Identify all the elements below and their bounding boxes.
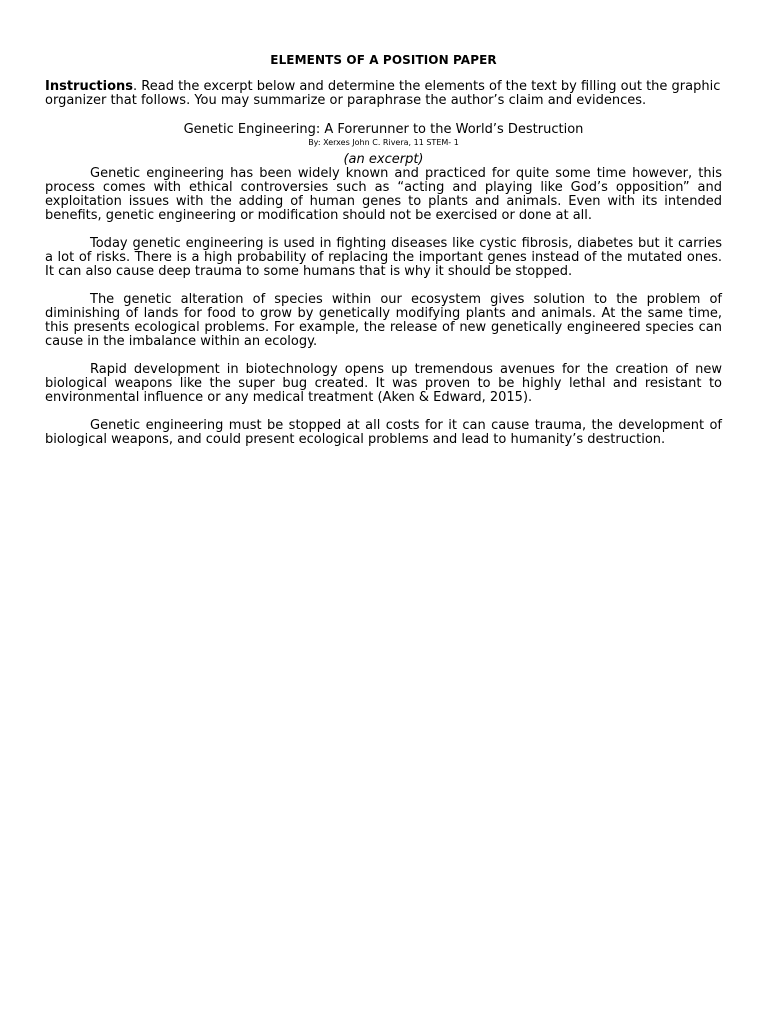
page-title: ELEMENTS OF A POSITION PAPER <box>270 53 497 67</box>
byline: By: Xerxes John C. Rivera, 11 STEM- 1 <box>308 138 459 147</box>
paragraph-2: Today genetic engineering is used in fighting diseases like cystic fibrosis, diabetes but it carries a lot of risks. There is a high probability of replacing the important genes instead of the mutated ones. It can also cause deep trauma to some humans that is why it should be stopped. <box>45 236 722 279</box>
paragraph-3: The genetic alteration of species within our ecosystem gives solution to the problem of diminishing of lands for food to grow by genetically modifying plants and animals. At the same time, this presents ecological problems. For example, the release of new genetically engineered species can cause in the imbalance within an ecology. <box>45 292 722 349</box>
instructions-lead: Instructions <box>45 79 134 94</box>
excerpt-note: (an excerpt) <box>343 152 424 167</box>
instructions-text: . Read the excerpt below and determine the elements of the text by filling out the graphic organizer that follows. You may summarize or paraphrase the author’s claim and evidences. <box>45 79 721 108</box>
paragraph-4: Rapid development in biotechnology opens up tremendous avenues for the creation of new biological weapons like the super bug created. It was proven to be highly lethal and resistant to environmental influence or any medical treatment (Aken & Edward, 2015). <box>45 362 722 405</box>
paragraph-5: Genetic engineering must be stopped at all costs for it can cause trauma, the development of biological weapons, and could present ecological problems and lead to humanity’s destruction. <box>45 418 722 447</box>
paragraph-1: Genetic engineering has been widely known and practiced for quite some time however, this process comes with ethical controversies such as “acting and playing like God’s opposition” and exploitation issues with the adding of human genes to plants and animals. Even with its intended benefits, genetic engineering or modification should not be exercised or done at all. <box>45 166 722 223</box>
essay-title: Genetic Engineering: A Forerunner to the World’s Destruction <box>183 122 584 137</box>
instructions <box>45 80 722 108</box>
document-page <box>45 52 722 461</box>
